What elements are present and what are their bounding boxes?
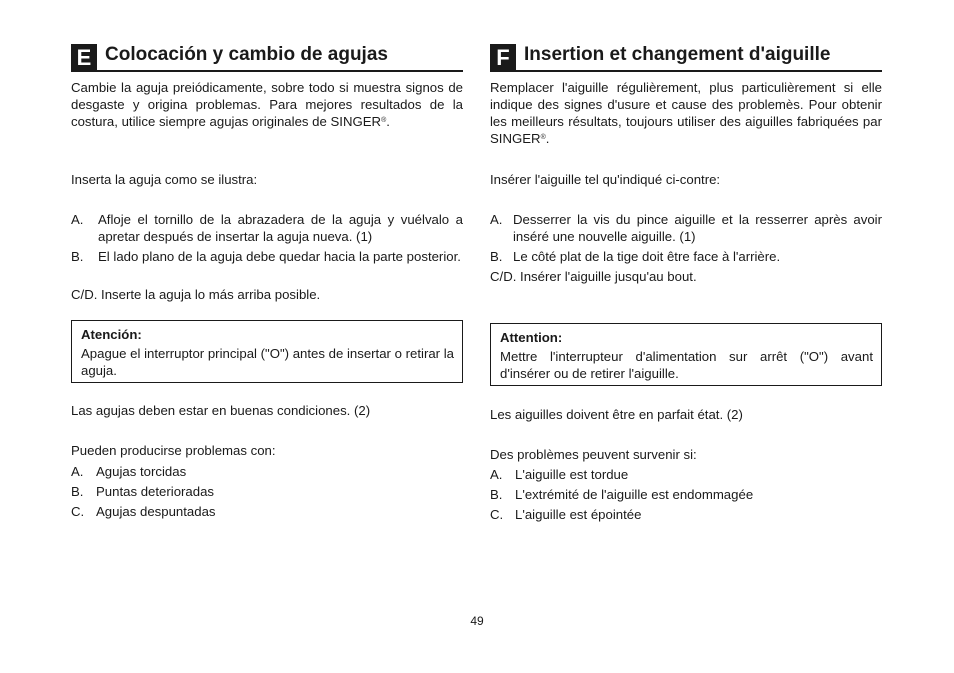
step-cd: C/D. Inserte la aguja lo más arriba posible. <box>71 287 321 302</box>
step-b <box>71 248 463 282</box>
section-title: Colocación y cambio de agujas <box>105 44 388 65</box>
problem-text: Agujas despuntadas <box>96 504 216 519</box>
notice-text: Mettre l'interrupteur d'alimentation sur arrêt ("O") avant d'insérer ou de retirer l'aiguille. <box>500 349 873 381</box>
step-label: B. <box>490 249 503 264</box>
intro-text: Cambie la aguja preiódicamente, sobre todo si muestra signos de desgaste y origina problemas. Para mejores resultados de la costura, utilice siempre agujas originales de SINGER <box>71 80 463 129</box>
problem-item <box>490 466 882 483</box>
intro-end: . <box>545 131 550 146</box>
language-badge: F <box>490 44 516 71</box>
intro-paragraph <box>71 79 463 130</box>
warning-notice <box>490 323 882 386</box>
problem-text: L'aiguille est épointée <box>515 507 642 522</box>
registered-mark: ® <box>540 134 546 141</box>
step-text: Afloje el tornillo de la abrazadera de la aguja y vuélvalo a apretar después de insertar la aguja nueva. (1) <box>98 212 463 244</box>
step-text: El lado plano de la aguja debe quedar hacia la parte posterior. <box>98 249 461 264</box>
intro-end: . <box>386 114 390 129</box>
problems-intro: Pueden producirse problemas con: <box>71 443 276 458</box>
intro-text: Remplacer l'aiguille régulièrement, plus particulièrement si elle indique des signes d'usure et cause des problemès. Pour obtenir les meilleurs résultats, toujours utiliser des aiguilles fabriquées par SINGER <box>490 80 882 146</box>
language-badge: E <box>71 44 97 71</box>
problem-item <box>71 503 463 520</box>
problem-label: B. <box>490 487 503 502</box>
insert-instruction: Insérer l'aiguille tel qu'indiqué ci-contre: <box>490 172 721 187</box>
intro-paragraph <box>490 79 882 147</box>
problem-text: L'extrémité de l'aiguille est endommagée <box>515 487 754 502</box>
problem-text: L'aiguille est tordue <box>515 467 629 482</box>
page-number: 49 <box>470 614 484 628</box>
problem-item <box>71 483 463 500</box>
problem-label: C. <box>490 507 504 522</box>
problem-text: Agujas torcidas <box>96 464 187 479</box>
step-text: Le côté plat de la tige doit être face à l'arrière. <box>513 249 781 264</box>
step-label: A. <box>71 212 84 227</box>
problem-label: B. <box>71 484 84 499</box>
problem-item <box>490 486 882 503</box>
step-label: B. <box>71 249 84 264</box>
problem-label: A. <box>490 467 503 482</box>
needle-condition: Les aiguilles doivent être en parfait état. (2) <box>490 407 743 422</box>
problem-item <box>71 463 463 480</box>
problem-text: Puntas deterioradas <box>96 484 215 499</box>
needle-condition: Las agujas deben estar en buenas condiciones. (2) <box>71 403 371 418</box>
registered-mark: ® <box>381 117 387 124</box>
problem-label: C. <box>71 504 85 519</box>
section-title: Insertion et changement d'aiguille <box>524 44 831 65</box>
step-label: A. <box>490 212 503 227</box>
step-b <box>490 248 882 265</box>
problem-label: A. <box>71 464 84 479</box>
notice-title: Attention: <box>500 330 563 345</box>
step-a <box>71 211 463 245</box>
problem-item <box>490 506 882 523</box>
step-text: Desserrer la vis du pince aiguille et la resserrer après avoir inséré une nouvelle aiguille. (1) <box>513 212 882 244</box>
section-header <box>71 42 463 72</box>
warning-notice <box>71 320 463 383</box>
notice-text: Apague el interruptor principal ("O") antes de insertar o retirar la aguja. <box>81 346 454 378</box>
insert-instruction: Inserta la aguja como se ilustra: <box>71 172 258 187</box>
section-header <box>490 42 882 72</box>
problems-intro: Des problèmes peuvent survenir si: <box>490 447 697 462</box>
step-a <box>490 211 882 245</box>
step-cd: C/D. Insérer l'aiguille jusqu'au bout. <box>490 269 697 284</box>
notice-title: Atención: <box>81 327 142 342</box>
